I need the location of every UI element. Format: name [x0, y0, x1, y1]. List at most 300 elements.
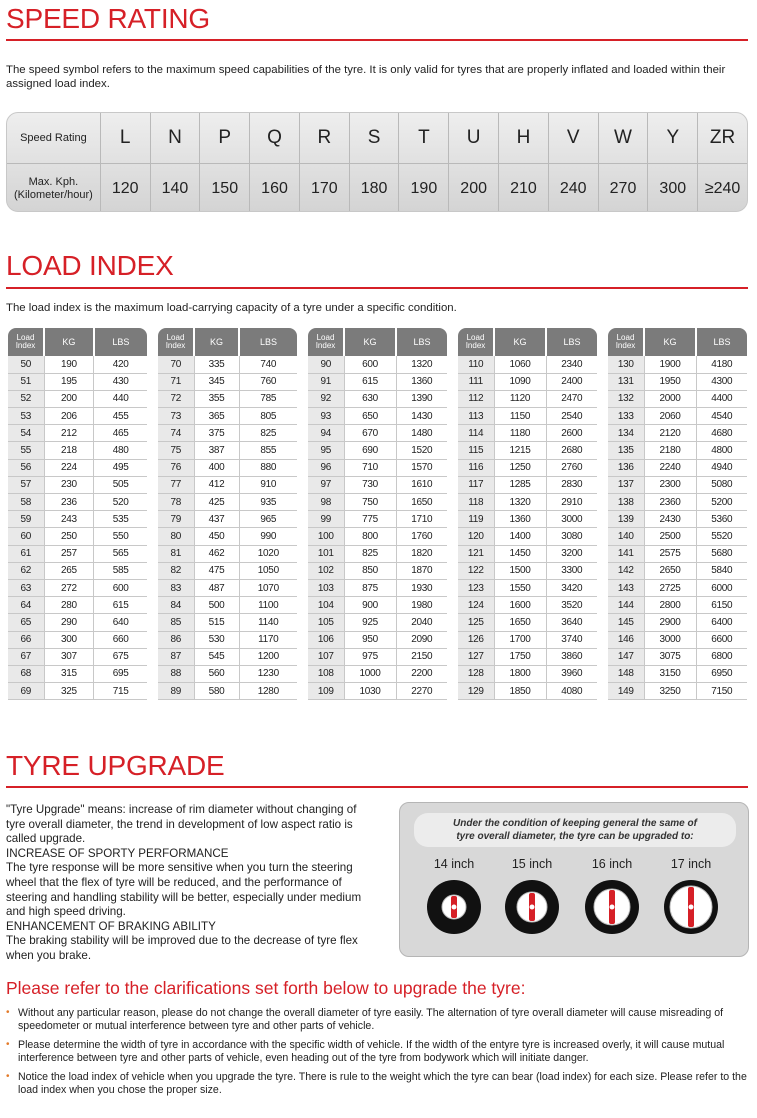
load-index-tables — [8, 328, 747, 700]
table-row — [308, 528, 447, 545]
lbs-cell: 2090 — [396, 631, 447, 648]
table-row — [608, 511, 747, 528]
lbs-cell: 3860 — [546, 648, 597, 665]
lbs-cell: 990 — [239, 528, 297, 545]
load-index-cell: 56 — [8, 459, 44, 476]
load-index-cell: 122 — [458, 562, 494, 579]
speed-rating-cell: H — [498, 113, 548, 163]
lbs-cell: 5200 — [696, 494, 747, 511]
kg-cell: 437 — [194, 511, 239, 528]
kg-cell: 515 — [194, 614, 239, 631]
lbs-cell: 1820 — [396, 545, 447, 562]
load-table-header: Load Index — [8, 328, 44, 356]
load-index-cell: 119 — [458, 511, 494, 528]
lbs-cell: 440 — [94, 390, 147, 407]
table-row — [308, 390, 447, 407]
kg-cell: 1285 — [494, 476, 546, 493]
table-row — [158, 528, 297, 545]
table-row — [8, 442, 147, 459]
speed-rating-title: SPEED RATING — [6, 3, 211, 34]
load-index-cell: 138 — [608, 494, 644, 511]
table-row — [158, 459, 297, 476]
table-row — [458, 545, 597, 562]
table-row — [158, 390, 297, 407]
load-index-cell: 143 — [608, 579, 644, 596]
load-index-cell: 144 — [608, 597, 644, 614]
tyre-size-column — [661, 857, 721, 942]
lbs-cell: 675 — [94, 648, 147, 665]
upgrade-text-line: "Tyre Upgrade" means: increase of rim diameter without changing of — [6, 803, 357, 816]
kg-cell: 487 — [194, 579, 239, 596]
max-kph-cell: 180 — [349, 164, 399, 212]
table-row — [8, 356, 147, 373]
table-row — [458, 494, 597, 511]
speed-rating-cell: U — [448, 113, 498, 163]
table-row — [608, 408, 747, 425]
lbs-cell: 1320 — [396, 356, 447, 373]
kg-cell: 1030 — [344, 683, 396, 700]
kg-cell: 206 — [44, 408, 94, 425]
max-kph-cell: 300 — [647, 164, 697, 212]
speed-rating-table — [6, 112, 748, 212]
bullet-icon: • — [6, 1039, 10, 1051]
load-index-cell: 84 — [158, 597, 194, 614]
table-row — [608, 545, 747, 562]
lbs-cell: 5080 — [696, 476, 747, 493]
upgrade-text-line: tyre overall diameter, the trend in development of low aspect ratio is — [6, 817, 353, 831]
lbs-cell: 1020 — [239, 545, 297, 562]
load-index-cell: 148 — [608, 665, 644, 682]
lbs-cell: 2540 — [546, 408, 597, 425]
table-row — [308, 597, 447, 614]
table-row — [458, 562, 597, 579]
table-row — [8, 390, 147, 407]
kg-cell: 560 — [194, 665, 239, 682]
kg-cell: 3000 — [644, 631, 696, 648]
load-index-cell: 53 — [8, 408, 44, 425]
tyre-icon — [582, 877, 642, 937]
kg-cell: 730 — [344, 476, 396, 493]
load-index-cell: 97 — [308, 476, 344, 493]
speed-rating-row-label: Speed Rating — [20, 131, 87, 144]
load-index-cell: 68 — [8, 665, 44, 682]
load-index-cell: 101 — [308, 545, 344, 562]
kg-cell: 1320 — [494, 494, 546, 511]
table-row — [158, 442, 297, 459]
table-row — [608, 494, 747, 511]
load-index-cell: 64 — [8, 597, 44, 614]
table-row — [608, 528, 747, 545]
lbs-cell: 965 — [239, 511, 297, 528]
lbs-cell: 3520 — [546, 597, 597, 614]
max-kph-cell: 160 — [249, 164, 299, 212]
bullet-text: Notice the load index of vehicle when you upgrade the tyre. There is rule to the weight which the tyre can bear (load index) for each size. Please refer to the load index when you chose the proper size. — [18, 1071, 747, 1096]
load-index-title: LOAD INDEX — [6, 250, 174, 281]
load-index-cell: 63 — [8, 579, 44, 596]
kg-cell: 1060 — [494, 356, 546, 373]
table-row — [158, 476, 297, 493]
max-kph-cell: 150 — [199, 164, 249, 212]
lbs-cell: 825 — [239, 425, 297, 442]
lbs-cell: 805 — [239, 408, 297, 425]
lbs-cell: 1170 — [239, 631, 297, 648]
table-row — [608, 648, 747, 665]
lbs-cell: 760 — [239, 373, 297, 390]
lbs-cell: 910 — [239, 476, 297, 493]
load-index-cell: 133 — [608, 408, 644, 425]
kg-cell: 243 — [44, 511, 94, 528]
load-index-cell: 145 — [608, 614, 644, 631]
lbs-cell: 6800 — [696, 648, 747, 665]
kg-cell: 900 — [344, 597, 396, 614]
kg-cell: 630 — [344, 390, 396, 407]
lbs-cell: 715 — [94, 683, 147, 700]
bullet-text: Without any particular reason, please do not change the overall diameter of tyre easily. The alternation of tyre overall diameter will cause misreading of speedometer or mutual interference between tyre and other parts of vehicle. — [18, 1007, 724, 1032]
kg-cell: 1900 — [644, 356, 696, 373]
load-index-cell: 66 — [8, 631, 44, 648]
table-row — [308, 683, 447, 700]
load-index-cell: 103 — [308, 579, 344, 596]
lbs-cell: 2470 — [546, 390, 597, 407]
kg-cell: 1000 — [344, 665, 396, 682]
upgrade-description — [6, 803, 386, 964]
lbs-cell: 785 — [239, 390, 297, 407]
table-row — [458, 476, 597, 493]
lbs-cell: 855 — [239, 442, 297, 459]
load-index-cell: 113 — [458, 408, 494, 425]
max-kph-row-label — [7, 176, 100, 202]
kg-cell: 615 — [344, 373, 396, 390]
lbs-cell: 4680 — [696, 425, 747, 442]
table-row — [8, 614, 147, 631]
table-row — [158, 373, 297, 390]
max-kph-cell: 240 — [548, 164, 598, 212]
load-index-cell: 76 — [158, 459, 194, 476]
load-table-header: Load Index — [458, 328, 494, 356]
lbs-cell: 520 — [94, 494, 147, 511]
tyre-size-column — [582, 857, 642, 942]
kg-cell: 3250 — [644, 683, 696, 700]
load-table-header: LBS — [696, 328, 747, 356]
lbs-cell: 1100 — [239, 597, 297, 614]
kg-cell: 580 — [194, 683, 239, 700]
load-index-table — [8, 328, 147, 700]
kg-cell: 2240 — [644, 459, 696, 476]
table-row — [308, 665, 447, 682]
load-table-header: Load Index — [158, 328, 194, 356]
lbs-cell: 1520 — [396, 442, 447, 459]
kg-cell: 462 — [194, 545, 239, 562]
max-kph-cell: 270 — [598, 164, 648, 212]
load-index-cell: 95 — [308, 442, 344, 459]
tyre-size-column — [502, 857, 562, 942]
lbs-cell: 1230 — [239, 665, 297, 682]
tyre-size-column — [424, 857, 484, 942]
kg-cell: 530 — [194, 631, 239, 648]
load-index-cell: 135 — [608, 442, 644, 459]
lbs-cell: 4300 — [696, 373, 747, 390]
table-row — [8, 683, 147, 700]
lbs-cell: 4400 — [696, 390, 747, 407]
table-row — [308, 476, 447, 493]
tyre-size-label: 16 inch — [591, 857, 633, 871]
upgrade-text-line: The braking stability will be improved due to the decrease of tyre flex — [6, 934, 358, 948]
table-row — [458, 408, 597, 425]
kg-cell: 2120 — [644, 425, 696, 442]
table-row — [608, 665, 747, 682]
load-index-cell: 114 — [458, 425, 494, 442]
load-table-header: KG — [494, 328, 546, 356]
table-row — [458, 442, 597, 459]
load-index-cell: 126 — [458, 631, 494, 648]
load-index-table — [458, 328, 597, 700]
table-row — [608, 614, 747, 631]
load-table-header: KG — [44, 328, 94, 356]
load-index-cell: 60 — [8, 528, 44, 545]
kg-cell: 450 — [194, 528, 239, 545]
lbs-cell: 1610 — [396, 476, 447, 493]
table-row — [8, 425, 147, 442]
kg-cell: 925 — [344, 614, 396, 631]
table-row — [158, 511, 297, 528]
lbs-cell: 585 — [94, 562, 147, 579]
list-item — [6, 1039, 750, 1064]
lbs-cell: 3420 — [546, 579, 597, 596]
kg-cell: 690 — [344, 442, 396, 459]
kg-cell: 800 — [344, 528, 396, 545]
load-index-cell: 139 — [608, 511, 644, 528]
table-row — [458, 631, 597, 648]
kg-cell: 2500 — [644, 528, 696, 545]
table-row — [608, 425, 747, 442]
kg-cell: 400 — [194, 459, 239, 476]
list-item — [6, 1007, 750, 1032]
lbs-cell: 3960 — [546, 665, 597, 682]
load-table-header: Load Index — [608, 328, 644, 356]
table-row — [8, 494, 147, 511]
lbs-cell: 615 — [94, 597, 147, 614]
lbs-cell: 420 — [94, 356, 147, 373]
load-index-cell: 105 — [308, 614, 344, 631]
lbs-cell: 4540 — [696, 408, 747, 425]
bullet-text: Please determine the width of tyre in accordance with the specific width of vehicle. If the width of the entyre tyre is increased overly, it will cause mutual interference between tyre and other parts of vehicle, even heading out of the tyre from bodywork which will initiate danger. — [18, 1039, 725, 1064]
lbs-cell: 7150 — [696, 683, 747, 700]
lbs-cell: 3000 — [546, 511, 597, 528]
load-index-cell: 75 — [158, 442, 194, 459]
lbs-cell: 2200 — [396, 665, 447, 682]
tyre-icon — [661, 877, 721, 937]
load-index-cell: 147 — [608, 648, 644, 665]
table-row — [458, 683, 597, 700]
kg-cell: 825 — [344, 545, 396, 562]
table-row — [308, 425, 447, 442]
table-row — [308, 494, 447, 511]
kg-cell: 775 — [344, 511, 396, 528]
load-index-cell: 71 — [158, 373, 194, 390]
lbs-cell: 1710 — [396, 511, 447, 528]
table-row — [608, 390, 747, 407]
load-index-cell: 50 — [8, 356, 44, 373]
load-index-cell: 111 — [458, 373, 494, 390]
kg-cell: 290 — [44, 614, 94, 631]
table-row — [158, 356, 297, 373]
lbs-cell: 495 — [94, 459, 147, 476]
table-row — [8, 373, 147, 390]
kg-cell: 1090 — [494, 373, 546, 390]
upgrade-text-line: steering and handling stability will be better, especially under medium — [6, 890, 362, 904]
kg-cell: 650 — [344, 408, 396, 425]
speed-rating-cell: ZR — [697, 113, 747, 163]
kg-cell: 1750 — [494, 648, 546, 665]
speed-description: The speed symbol refers to the maximum speed capabilities of the tyre. It is only valid for tyres that are properly inflated and loaded within their assigned load index. — [6, 64, 726, 90]
kg-cell: 218 — [44, 442, 94, 459]
load-index-cell: 85 — [158, 614, 194, 631]
table-row — [158, 425, 297, 442]
lbs-cell: 480 — [94, 442, 147, 459]
load-index-cell: 91 — [308, 373, 344, 390]
table-row — [458, 511, 597, 528]
upgrade-text-line: The tyre response will be more sensitive when you turn the steering — [6, 861, 353, 875]
speed-rating-row — [7, 113, 747, 163]
kg-cell: 212 — [44, 425, 94, 442]
lbs-cell: 1480 — [396, 425, 447, 442]
speed-rating-cell: W — [598, 113, 648, 163]
lbs-cell: 1430 — [396, 408, 447, 425]
kg-cell: 1700 — [494, 631, 546, 648]
lbs-cell: 600 — [94, 579, 147, 596]
speed-rating-cell: P — [199, 113, 249, 163]
kg-cell: 2900 — [644, 614, 696, 631]
lbs-cell: 2150 — [396, 648, 447, 665]
load-table-header: Load Index — [308, 328, 344, 356]
lbs-cell: 1070 — [239, 579, 297, 596]
load-index-cell: 116 — [458, 459, 494, 476]
table-row — [158, 562, 297, 579]
lbs-cell: 5360 — [696, 511, 747, 528]
kg-cell: 2180 — [644, 442, 696, 459]
table-row — [8, 545, 147, 562]
table-row — [8, 408, 147, 425]
load-index-cell: 100 — [308, 528, 344, 545]
kg-cell: 1150 — [494, 408, 546, 425]
kg-cell: 190 — [44, 356, 94, 373]
load-index-cell: 98 — [308, 494, 344, 511]
kg-cell: 272 — [44, 579, 94, 596]
lbs-cell: 660 — [94, 631, 147, 648]
kg-cell: 307 — [44, 648, 94, 665]
table-row — [158, 597, 297, 614]
lbs-cell: 740 — [239, 356, 297, 373]
load-index-cell: 82 — [158, 562, 194, 579]
load-index-cell: 129 — [458, 683, 494, 700]
kg-cell: 1500 — [494, 562, 546, 579]
kg-cell: 224 — [44, 459, 94, 476]
load-index-cell: 110 — [458, 356, 494, 373]
speed-rating-cell: N — [150, 113, 200, 163]
lbs-cell: 1140 — [239, 614, 297, 631]
tyre-size-label: 17 inch — [670, 857, 712, 871]
lbs-cell: 1650 — [396, 494, 447, 511]
load-index-cell: 55 — [8, 442, 44, 459]
lbs-cell: 2340 — [546, 356, 597, 373]
table-row — [158, 648, 297, 665]
lbs-cell: 455 — [94, 408, 147, 425]
kg-cell: 257 — [44, 545, 94, 562]
lbs-cell: 535 — [94, 511, 147, 528]
max-kph-cell: 210 — [498, 164, 548, 212]
upgrade-text-line: and high speed driving. — [6, 905, 126, 919]
upgrade-title-rule — [6, 786, 748, 788]
load-index-cell: 94 — [308, 425, 344, 442]
load-index-cell: 74 — [158, 425, 194, 442]
table-row — [458, 356, 597, 373]
lbs-cell: 3300 — [546, 562, 597, 579]
load-table-header: KG — [344, 328, 396, 356]
table-row — [158, 494, 297, 511]
bullet-icon: • — [6, 1071, 10, 1083]
lbs-cell: 3740 — [546, 631, 597, 648]
lbs-cell: 2760 — [546, 459, 597, 476]
load-table-header: LBS — [546, 328, 597, 356]
load-index-cell: 61 — [8, 545, 44, 562]
kg-cell: 200 — [44, 390, 94, 407]
load-index-cell: 86 — [158, 631, 194, 648]
load-index-cell: 59 — [8, 511, 44, 528]
load-index-cell: 80 — [158, 528, 194, 545]
load-index-cell: 102 — [308, 562, 344, 579]
upgrade-text-line: called upgrade. — [6, 832, 86, 846]
lbs-cell: 6000 — [696, 579, 747, 596]
load-index-cell: 99 — [308, 511, 344, 528]
speed-rating-cell: R — [299, 113, 349, 163]
load-index-cell: 77 — [158, 476, 194, 493]
kg-cell: 315 — [44, 665, 94, 682]
load-index-cell: 79 — [158, 511, 194, 528]
load-description: The load index is the maximum load-carrying capacity of a tyre under a specific condition. — [6, 302, 457, 314]
table-row — [158, 408, 297, 425]
kg-cell: 280 — [44, 597, 94, 614]
lbs-cell: 2040 — [396, 614, 447, 631]
table-row — [308, 545, 447, 562]
load-index-cell: 78 — [158, 494, 194, 511]
upgrade-text-line: INCREASE OF SPORTY PERFORMANCE — [6, 846, 229, 860]
table-row — [8, 511, 147, 528]
load-index-cell: 115 — [458, 442, 494, 459]
kg-cell: 387 — [194, 442, 239, 459]
upgrade-caption — [414, 813, 736, 847]
table-row — [458, 459, 597, 476]
lbs-cell: 1760 — [396, 528, 447, 545]
load-index-cell: 73 — [158, 408, 194, 425]
table-row — [308, 511, 447, 528]
load-index-cell: 130 — [608, 356, 644, 373]
table-row — [458, 528, 597, 545]
kg-cell: 1850 — [494, 683, 546, 700]
lbs-cell: 6150 — [696, 597, 747, 614]
load-index-cell: 57 — [8, 476, 44, 493]
lbs-cell: 2680 — [546, 442, 597, 459]
load-index-table — [308, 328, 447, 700]
upgrade-diagram — [399, 802, 749, 957]
load-index-table — [158, 328, 297, 700]
speed-rating-cell: V — [548, 113, 598, 163]
load-table-header: KG — [194, 328, 239, 356]
upgrade-caption-line1: Under the condition of keeping general the same of — [453, 818, 697, 829]
kg-cell: 412 — [194, 476, 239, 493]
table-row — [8, 648, 147, 665]
load-index-cell: 118 — [458, 494, 494, 511]
table-row — [458, 665, 597, 682]
